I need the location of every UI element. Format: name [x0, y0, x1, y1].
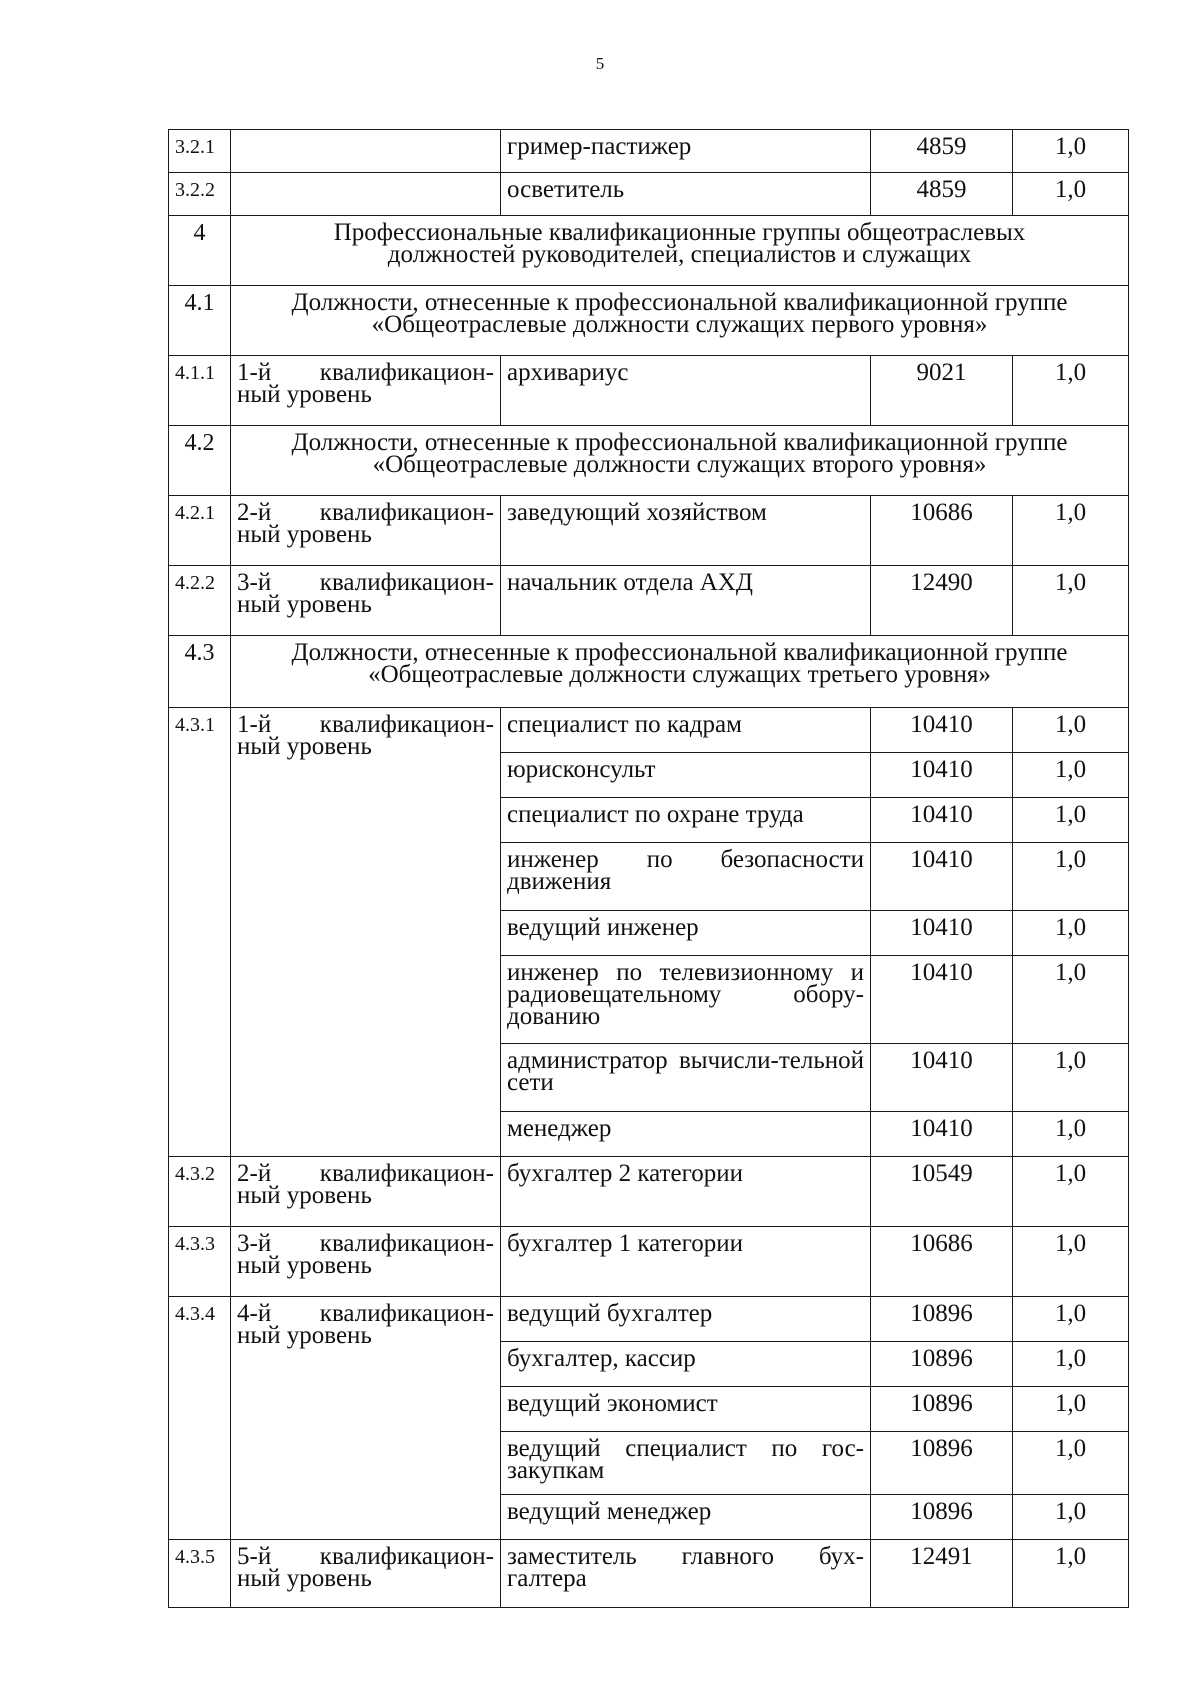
- coefficient-value: 1,0: [1013, 956, 1129, 1044]
- section-title-line: «Общеотраслевые должности служащих третьего уровня»: [368, 661, 991, 688]
- coefficient-value: 1,0: [1013, 1342, 1129, 1387]
- section-title-line: Должности, отнесенные к профессиональной квалификационной группе: [291, 429, 1068, 456]
- row-number: 4.3.4: [169, 1297, 231, 1540]
- section-number: 4.1: [169, 286, 231, 356]
- coefficient-value: 1,0: [1013, 1297, 1129, 1342]
- position-name: бухгалтер 2 категории: [501, 1157, 871, 1227]
- position-name: ведущий менеджер: [501, 1495, 871, 1540]
- section-title-line: Должности, отнесенные к профессиональной квалификационной группе: [291, 289, 1068, 316]
- salary-value: 10410: [871, 843, 1013, 911]
- row-number: 3.2.2: [169, 173, 231, 216]
- section-title: [231, 426, 1129, 496]
- section-title-line: должностей руководителей, специалистов и служащих: [387, 241, 972, 268]
- salary-value: 10896: [871, 1297, 1013, 1342]
- salary-value: 10686: [871, 496, 1013, 566]
- table-row: [169, 1157, 1129, 1227]
- page-number: 5: [595, 54, 605, 73]
- qualification-level: 5-й квалификацион-ный уровень: [231, 1540, 501, 1608]
- section-header-row: [169, 636, 1129, 708]
- table-row: [169, 708, 1129, 753]
- qualification-level: 1-й квалификацион-ный уровень: [231, 708, 501, 1157]
- coefficient-value: 1,0: [1013, 1387, 1129, 1432]
- qualification-level: 1-й квалификацион-ный уровень: [231, 356, 501, 426]
- salary-value: 10410: [871, 1112, 1013, 1157]
- section-header-row: [169, 216, 1129, 286]
- position-name: специалист по охране труда: [501, 798, 871, 843]
- section-title: [231, 216, 1129, 286]
- row-number: 4.1.1: [169, 356, 231, 426]
- section-header-row: [169, 286, 1129, 356]
- coefficient-value: 1,0: [1013, 1044, 1129, 1112]
- salary-value: 10896: [871, 1342, 1013, 1387]
- qualification-level: [231, 130, 501, 173]
- section-number: 4.3: [169, 636, 231, 708]
- qualification-level: 2-й квалификацион-ный уровень: [231, 496, 501, 566]
- salary-value: 10410: [871, 911, 1013, 956]
- coefficient-value: 1,0: [1013, 798, 1129, 843]
- coefficient-value: 1,0: [1013, 130, 1129, 173]
- position-name: заведующий хозяйством: [501, 496, 871, 566]
- coefficient-value: 1,0: [1013, 173, 1129, 216]
- section-number: 4.2: [169, 426, 231, 496]
- section-title-line: «Общеотраслевые должности служащих первого уровня»: [371, 311, 988, 338]
- coefficient-value: 1,0: [1013, 1112, 1129, 1157]
- row-number: 4.2.2: [169, 566, 231, 636]
- coefficient-value: 1,0: [1013, 708, 1129, 753]
- salary-value: 4859: [871, 173, 1013, 216]
- row-number: 4.3.3: [169, 1227, 231, 1297]
- salary-value: 4859: [871, 130, 1013, 173]
- section-title-line: «Общеотраслевые должности служащих второго уровня»: [372, 451, 987, 478]
- position-name: архивариус: [501, 356, 871, 426]
- position-name: гример-пастижер: [501, 130, 871, 173]
- salary-value: 10896: [871, 1387, 1013, 1432]
- salary-value: 12490: [871, 566, 1013, 636]
- section-title: [231, 286, 1129, 356]
- row-number: 4.2.1: [169, 496, 231, 566]
- row-number: 4.3.1: [169, 708, 231, 1157]
- position-name: менеджер: [501, 1112, 871, 1157]
- row-number: 4.3.2: [169, 1157, 231, 1227]
- table-row: [169, 1227, 1129, 1297]
- position-name: ведущий бухгалтер: [501, 1297, 871, 1342]
- section-title-line: Профессиональные квалификационные группы общеотраслевых: [333, 219, 1026, 246]
- qualification-level: 2-й квалификацион-ный уровень: [231, 1157, 501, 1227]
- position-name: администратор вычисли-тельной сети: [501, 1044, 871, 1112]
- coefficient-value: 1,0: [1013, 1432, 1129, 1495]
- position-name: заместитель главного бух-галтера: [501, 1540, 871, 1608]
- coefficient-value: 1,0: [1013, 753, 1129, 798]
- coefficient-value: 1,0: [1013, 566, 1129, 636]
- position-name: ведущий инженер: [501, 911, 871, 956]
- qualification-level: [231, 173, 501, 216]
- section-title-line: Должности, отнесенные к профессиональной квалификационной группе: [291, 639, 1068, 666]
- table-row: [169, 1540, 1129, 1608]
- table-row: [169, 566, 1129, 636]
- salary-value: 10896: [871, 1432, 1013, 1495]
- table-row: [169, 496, 1129, 566]
- salary-value: 10896: [871, 1495, 1013, 1540]
- coefficient-value: 1,0: [1013, 496, 1129, 566]
- position-name: осветитель: [501, 173, 871, 216]
- salary-value: 10410: [871, 956, 1013, 1044]
- position-name: специалист по кадрам: [501, 708, 871, 753]
- row-number: 4.3.5: [169, 1540, 231, 1608]
- qualification-level: 3-й квалификацион-ный уровень: [231, 566, 501, 636]
- salary-value: 9021: [871, 356, 1013, 426]
- salary-value: 10410: [871, 708, 1013, 753]
- table-row: [169, 1297, 1129, 1342]
- table-row: [169, 130, 1129, 173]
- section-title: [231, 636, 1129, 708]
- position-name: начальник отдела АХД: [501, 566, 871, 636]
- position-name: инженер по безопасности движения: [501, 843, 871, 911]
- coefficient-value: 1,0: [1013, 911, 1129, 956]
- coefficient-value: 1,0: [1013, 356, 1129, 426]
- tariff-table: [168, 129, 1129, 1608]
- section-header-row: [169, 426, 1129, 496]
- table-row: [169, 173, 1129, 216]
- row-number: 3.2.1: [169, 130, 231, 173]
- coefficient-value: 1,0: [1013, 1540, 1129, 1608]
- position-name: бухгалтер, кассир: [501, 1342, 871, 1387]
- position-name: инженер по телевизионному и радиовещательному обору-дованию: [501, 956, 871, 1044]
- position-name: ведущий экономист: [501, 1387, 871, 1432]
- coefficient-value: 1,0: [1013, 1495, 1129, 1540]
- qualification-level: 3-й квалификацион-ный уровень: [231, 1227, 501, 1297]
- salary-value: 10410: [871, 798, 1013, 843]
- qualification-level: 4-й квалификацион-ный уровень: [231, 1297, 501, 1540]
- position-name: ведущий специалист по гос-закупкам: [501, 1432, 871, 1495]
- section-number: 4: [169, 216, 231, 286]
- coefficient-value: 1,0: [1013, 843, 1129, 911]
- salary-value: 10686: [871, 1227, 1013, 1297]
- salary-value: 10410: [871, 1044, 1013, 1112]
- salary-value: 12491: [871, 1540, 1013, 1608]
- table-body: [169, 130, 1129, 1608]
- salary-value: 10410: [871, 753, 1013, 798]
- salary-value: 10549: [871, 1157, 1013, 1227]
- table-row: [169, 356, 1129, 426]
- position-name: бухгалтер 1 категории: [501, 1227, 871, 1297]
- coefficient-value: 1,0: [1013, 1157, 1129, 1227]
- coefficient-value: 1,0: [1013, 1227, 1129, 1297]
- position-name: юрисконсульт: [501, 753, 871, 798]
